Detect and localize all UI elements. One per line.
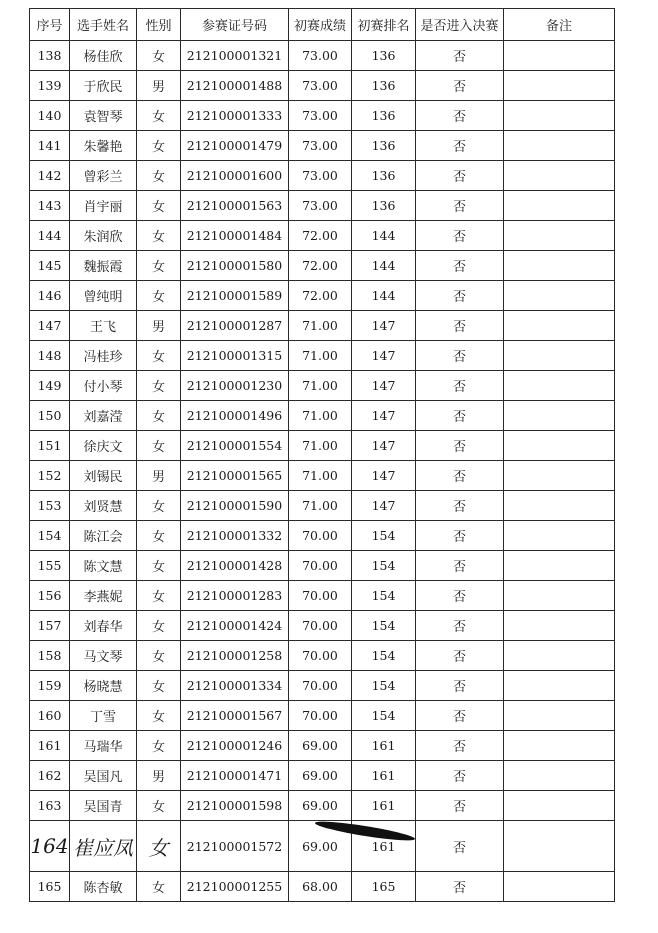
row-name: 杨晓慧 (70, 671, 137, 701)
row-name: 马文琴 (70, 641, 137, 671)
row-score: 70.00 (289, 701, 352, 731)
row-score: 71.00 (289, 431, 352, 461)
table-row (30, 521, 615, 551)
row-final: 否 (416, 872, 504, 902)
row-score: 72.00 (289, 221, 352, 251)
row-name: 徐庆文 (70, 431, 137, 461)
row-score: 71.00 (289, 401, 352, 431)
row-gender: 女 (137, 581, 181, 611)
row-note (504, 521, 615, 551)
table-row (30, 821, 615, 872)
row-id: 212100001428 (181, 551, 289, 581)
row-score: 69.00 (289, 791, 352, 821)
table-row (30, 581, 615, 611)
row-final: 否 (416, 401, 504, 431)
table-row (30, 611, 615, 641)
header-note: 备注 (504, 9, 615, 41)
row-name: 刘嘉滢 (70, 401, 137, 431)
row-rank: 136 (352, 131, 416, 161)
table-row (30, 221, 615, 251)
row-gender: 女 (137, 491, 181, 521)
row-final: 否 (416, 461, 504, 491)
header-gender: 性别 (137, 9, 181, 41)
row-name: 陈文慧 (70, 551, 137, 581)
row-final: 否 (416, 71, 504, 101)
row-rank: 136 (352, 41, 416, 71)
row-rank: 147 (352, 371, 416, 401)
row-id: 212100001600 (181, 161, 289, 191)
row-final: 否 (416, 641, 504, 671)
row-name: 曾纯明 (70, 281, 137, 311)
row-score: 73.00 (289, 41, 352, 71)
row-final: 否 (416, 581, 504, 611)
row-note (504, 71, 615, 101)
row-gender: 女 (137, 191, 181, 221)
row-rank: 144 (352, 221, 416, 251)
row-note (504, 131, 615, 161)
row-rank: 144 (352, 281, 416, 311)
row-index: 154 (30, 521, 70, 551)
row-name: 刘春华 (70, 611, 137, 641)
row-score: 71.00 (289, 491, 352, 521)
row-score: 68.00 (289, 872, 352, 902)
row-rank: 147 (352, 401, 416, 431)
row-name: 杨佳欣 (70, 41, 137, 71)
row-index: 152 (30, 461, 70, 491)
row-index: 162 (30, 761, 70, 791)
row-rank: 136 (352, 71, 416, 101)
row-index: 144 (30, 221, 70, 251)
row-id: 212100001321 (181, 41, 289, 71)
row-name: 王飞 (70, 311, 137, 341)
table-row (30, 71, 615, 101)
row-gender: 女 (137, 131, 181, 161)
row-rank: 161 (352, 731, 416, 761)
row-id: 212100001590 (181, 491, 289, 521)
row-final: 否 (416, 101, 504, 131)
row-gender: 女 (137, 641, 181, 671)
row-name: 崔应凤 (70, 821, 137, 872)
row-name: 吴国青 (70, 791, 137, 821)
row-note (504, 401, 615, 431)
row-id: 212100001580 (181, 251, 289, 281)
row-note (504, 641, 615, 671)
row-final: 否 (416, 821, 504, 872)
row-index: 141 (30, 131, 70, 161)
row-id: 212100001567 (181, 701, 289, 731)
row-rank: 147 (352, 491, 416, 521)
row-index: 165 (30, 872, 70, 902)
row-note (504, 581, 615, 611)
row-score: 72.00 (289, 251, 352, 281)
row-final: 否 (416, 731, 504, 761)
row-gender: 女 (137, 401, 181, 431)
header-score: 初赛成绩 (289, 9, 352, 41)
row-final: 否 (416, 371, 504, 401)
row-index: 155 (30, 551, 70, 581)
row-name: 刘贤慧 (70, 491, 137, 521)
row-index: 163 (30, 791, 70, 821)
row-index: 146 (30, 281, 70, 311)
row-id: 212100001488 (181, 71, 289, 101)
row-final: 否 (416, 131, 504, 161)
row-index: 148 (30, 341, 70, 371)
row-gender: 女 (137, 521, 181, 551)
row-name: 朱馨艳 (70, 131, 137, 161)
row-rank: 136 (352, 101, 416, 131)
row-name: 朱润欣 (70, 221, 137, 251)
row-score: 73.00 (289, 191, 352, 221)
row-note (504, 701, 615, 731)
table-row (30, 161, 615, 191)
row-score: 73.00 (289, 101, 352, 131)
row-rank: 165 (352, 872, 416, 902)
row-gender: 女 (137, 41, 181, 71)
row-name: 陈杏敏 (70, 872, 137, 902)
row-name: 肖宇丽 (70, 191, 137, 221)
row-score: 70.00 (289, 671, 352, 701)
row-score: 71.00 (289, 461, 352, 491)
row-note (504, 41, 615, 71)
row-note (504, 221, 615, 251)
row-final: 否 (416, 671, 504, 701)
row-rank: 154 (352, 701, 416, 731)
row-score: 70.00 (289, 641, 352, 671)
row-gender: 女 (137, 371, 181, 401)
row-rank: 161 (352, 821, 416, 872)
row-gender: 女 (137, 551, 181, 581)
row-rank: 161 (352, 791, 416, 821)
row-score: 70.00 (289, 581, 352, 611)
row-name: 刘锡民 (70, 461, 137, 491)
row-id: 212100001589 (181, 281, 289, 311)
table-row (30, 431, 615, 461)
row-rank: 154 (352, 671, 416, 701)
row-note (504, 611, 615, 641)
row-name: 于欣民 (70, 71, 137, 101)
row-gender: 女 (137, 791, 181, 821)
row-final: 否 (416, 41, 504, 71)
row-note (504, 161, 615, 191)
row-index: 143 (30, 191, 70, 221)
row-final: 否 (416, 761, 504, 791)
row-index: 138 (30, 41, 70, 71)
table-row (30, 641, 615, 671)
row-final: 否 (416, 611, 504, 641)
table-row (30, 41, 615, 71)
row-rank: 147 (352, 341, 416, 371)
row-gender: 女 (137, 611, 181, 641)
header-id: 参赛证号码 (181, 9, 289, 41)
row-note (504, 101, 615, 131)
row-note (504, 491, 615, 521)
row-id: 212100001315 (181, 341, 289, 371)
row-id: 212100001333 (181, 101, 289, 131)
row-id: 212100001258 (181, 641, 289, 671)
row-name: 李燕妮 (70, 581, 137, 611)
row-gender: 女 (137, 251, 181, 281)
row-index: 156 (30, 581, 70, 611)
header-rank: 初赛排名 (352, 9, 416, 41)
row-rank: 147 (352, 311, 416, 341)
results-sheet (29, 8, 614, 902)
row-gender: 男 (137, 761, 181, 791)
row-name: 丁雪 (70, 701, 137, 731)
row-note (504, 251, 615, 281)
row-index: 147 (30, 311, 70, 341)
row-name: 付小琴 (70, 371, 137, 401)
row-rank: 154 (352, 581, 416, 611)
table-row (30, 341, 615, 371)
table-row (30, 281, 615, 311)
row-note (504, 872, 615, 902)
row-index: 161 (30, 731, 70, 761)
results-table (29, 8, 615, 902)
row-rank: 154 (352, 551, 416, 581)
row-name: 吴国凡 (70, 761, 137, 791)
row-note (504, 281, 615, 311)
row-note (504, 191, 615, 221)
row-rank: 147 (352, 431, 416, 461)
header-name: 选手姓名 (70, 9, 137, 41)
header-final: 是否进入决赛 (416, 9, 504, 41)
row-final: 否 (416, 221, 504, 251)
table-body (30, 41, 615, 902)
row-id: 212100001572 (181, 821, 289, 872)
row-index: 164 (30, 821, 70, 872)
table-row (30, 872, 615, 902)
row-score: 69.00 (289, 731, 352, 761)
row-name: 冯桂珍 (70, 341, 137, 371)
row-gender: 女 (137, 431, 181, 461)
table-row (30, 491, 615, 521)
row-id: 212100001554 (181, 431, 289, 461)
row-score: 71.00 (289, 311, 352, 341)
row-score: 69.00 (289, 761, 352, 791)
row-rank: 136 (352, 161, 416, 191)
table-row (30, 191, 615, 221)
row-gender: 女 (137, 872, 181, 902)
row-gender: 女 (137, 161, 181, 191)
row-gender: 女 (137, 101, 181, 131)
row-name: 曾彩兰 (70, 161, 137, 191)
row-note (504, 761, 615, 791)
row-final: 否 (416, 521, 504, 551)
row-final: 否 (416, 161, 504, 191)
table-row (30, 791, 615, 821)
row-id: 212100001246 (181, 731, 289, 761)
row-index: 157 (30, 611, 70, 641)
row-score: 71.00 (289, 341, 352, 371)
row-id: 212100001598 (181, 791, 289, 821)
row-id: 212100001479 (181, 131, 289, 161)
row-name: 魏振霞 (70, 251, 137, 281)
row-rank: 136 (352, 191, 416, 221)
row-final: 否 (416, 281, 504, 311)
row-note (504, 311, 615, 341)
table-row (30, 761, 615, 791)
table-row (30, 131, 615, 161)
row-note (504, 431, 615, 461)
row-gender: 女 (137, 731, 181, 761)
table-row (30, 671, 615, 701)
row-gender: 男 (137, 461, 181, 491)
table-row (30, 551, 615, 581)
table-row (30, 251, 615, 281)
row-final: 否 (416, 341, 504, 371)
row-final: 否 (416, 701, 504, 731)
row-note (504, 371, 615, 401)
table-row (30, 371, 615, 401)
row-name: 袁智琴 (70, 101, 137, 131)
table-row (30, 731, 615, 761)
row-rank: 154 (352, 641, 416, 671)
row-id: 212100001563 (181, 191, 289, 221)
row-note (504, 671, 615, 701)
table-row (30, 311, 615, 341)
row-gender: 女 (137, 821, 181, 872)
row-final: 否 (416, 431, 504, 461)
row-rank: 144 (352, 251, 416, 281)
row-index: 142 (30, 161, 70, 191)
row-id: 212100001255 (181, 872, 289, 902)
row-id: 212100001332 (181, 521, 289, 551)
row-score: 69.00 (289, 821, 352, 872)
row-rank: 154 (352, 611, 416, 641)
row-score: 73.00 (289, 161, 352, 191)
row-id: 212100001496 (181, 401, 289, 431)
row-score: 70.00 (289, 521, 352, 551)
row-gender: 女 (137, 671, 181, 701)
row-id: 212100001230 (181, 371, 289, 401)
row-index: 149 (30, 371, 70, 401)
row-id: 212100001471 (181, 761, 289, 791)
row-rank: 154 (352, 521, 416, 551)
row-id: 212100001565 (181, 461, 289, 491)
table-row (30, 701, 615, 731)
row-final: 否 (416, 191, 504, 221)
row-final: 否 (416, 311, 504, 341)
row-gender: 女 (137, 701, 181, 731)
row-index: 150 (30, 401, 70, 431)
row-gender: 女 (137, 341, 181, 371)
row-index: 140 (30, 101, 70, 131)
row-id: 212100001424 (181, 611, 289, 641)
row-final: 否 (416, 791, 504, 821)
header-index: 序号 (30, 9, 70, 41)
row-rank: 147 (352, 461, 416, 491)
row-id: 212100001334 (181, 671, 289, 701)
row-name: 马瑞华 (70, 731, 137, 761)
row-gender: 男 (137, 311, 181, 341)
row-index: 139 (30, 71, 70, 101)
row-score: 70.00 (289, 551, 352, 581)
row-id: 212100001287 (181, 311, 289, 341)
table-row (30, 101, 615, 131)
table-row (30, 461, 615, 491)
row-note (504, 551, 615, 581)
row-note (504, 461, 615, 491)
row-index: 145 (30, 251, 70, 281)
row-score: 73.00 (289, 71, 352, 101)
row-score: 72.00 (289, 281, 352, 311)
row-rank: 161 (352, 761, 416, 791)
row-note (504, 791, 615, 821)
row-score: 71.00 (289, 371, 352, 401)
row-score: 70.00 (289, 611, 352, 641)
row-index: 151 (30, 431, 70, 461)
row-id: 212100001484 (181, 221, 289, 251)
row-id: 212100001283 (181, 581, 289, 611)
row-final: 否 (416, 491, 504, 521)
row-index: 159 (30, 671, 70, 701)
row-note (504, 341, 615, 371)
table-row (30, 401, 615, 431)
row-index: 158 (30, 641, 70, 671)
row-final: 否 (416, 551, 504, 581)
row-note (504, 821, 615, 872)
row-note (504, 731, 615, 761)
header-row (30, 9, 615, 41)
row-index: 153 (30, 491, 70, 521)
row-gender: 男 (137, 71, 181, 101)
row-name: 陈江会 (70, 521, 137, 551)
row-score: 73.00 (289, 131, 352, 161)
row-index: 160 (30, 701, 70, 731)
row-gender: 女 (137, 281, 181, 311)
row-gender: 女 (137, 221, 181, 251)
row-final: 否 (416, 251, 504, 281)
